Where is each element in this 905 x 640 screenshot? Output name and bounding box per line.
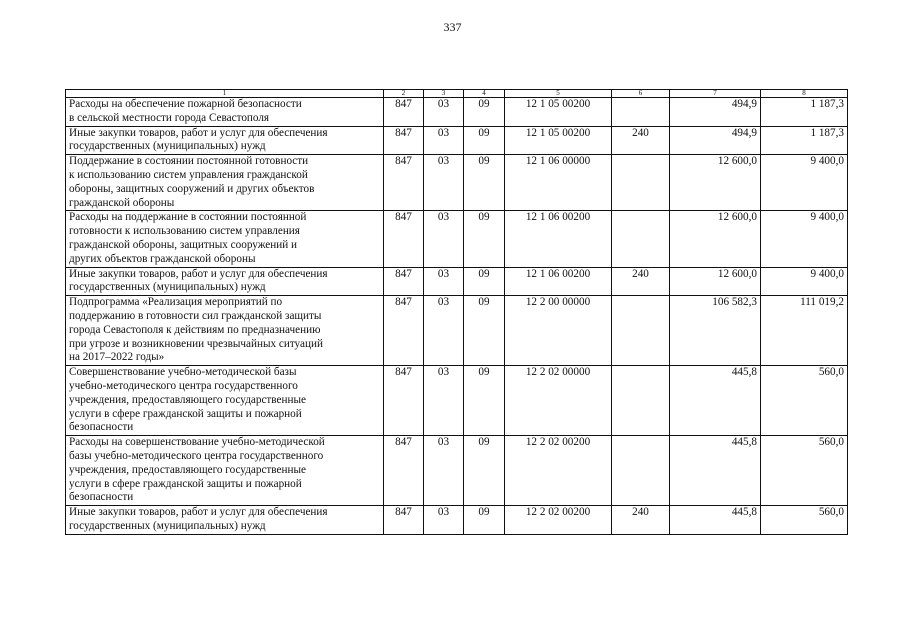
expense-type-code (612, 296, 670, 366)
column-number: 3 (424, 90, 464, 98)
section-code: 03 (424, 155, 464, 211)
target-article-code: 12 2 02 00200 (505, 436, 612, 506)
expense-type-code (612, 98, 670, 127)
expense-name (66, 366, 384, 436)
column-number-row (66, 90, 848, 98)
amount-year-2: 9 400,0 (761, 267, 848, 296)
expense-name-line: Поддержание в состоянии постоянной готовности (69, 155, 309, 168)
expense-name (66, 267, 384, 296)
expense-name (66, 296, 384, 366)
budget-table (65, 89, 848, 535)
expense-name-line: при угрозе и возникновении чрезвычайных ситуаций (69, 337, 323, 350)
expense-name-line: обороны, защитных сооружений и других объектов (69, 182, 315, 195)
column-number: 1 (66, 90, 384, 98)
section-code: 03 (424, 211, 464, 267)
amount-year-1: 12 600,0 (670, 155, 761, 211)
section-code: 03 (424, 506, 464, 535)
amount-year-1: 445,8 (670, 506, 761, 535)
target-article-code: 12 1 06 00200 (505, 211, 612, 267)
ministry-code: 847 (384, 126, 424, 155)
expense-name-line: базы учебно-методического центра государственного (69, 449, 324, 462)
amount-year-2: 560,0 (761, 366, 848, 436)
expense-name-line: Совершенствование учебно-методической базы (69, 366, 297, 379)
target-article-code: 12 1 05 00200 (505, 98, 612, 127)
expense-name-line: государственных (муниципальных) нужд (69, 519, 266, 532)
table-row (66, 211, 848, 267)
expense-name-line: Расходы на обеспечение пожарной безопасности (69, 98, 302, 110)
target-article-code: 12 1 05 00200 (505, 126, 612, 155)
expense-type-code (612, 366, 670, 436)
table-row (66, 126, 848, 155)
expense-name-line: учебно-методического центра государственного (69, 379, 298, 392)
ministry-code: 847 (384, 98, 424, 127)
expense-name (66, 211, 384, 267)
amount-year-1: 106 582,3 (670, 296, 761, 366)
amount-year-1: 494,9 (670, 98, 761, 127)
amount-year-1: 445,8 (670, 436, 761, 506)
target-article-code: 12 2 02 00200 (505, 506, 612, 535)
expense-name-line: к использованию систем управления гражданской (69, 168, 308, 181)
expense-name-line: Иные закупки товаров, работ и услуг для обеспечения (69, 126, 328, 139)
table-row (66, 296, 848, 366)
ministry-code: 847 (384, 366, 424, 436)
amount-year-2: 560,0 (761, 436, 848, 506)
section-code: 03 (424, 366, 464, 436)
expense-type-code (612, 436, 670, 506)
amount-year-1: 445,8 (670, 366, 761, 436)
subsection-code: 09 (464, 98, 505, 127)
expense-name-line: гражданской обороны (69, 196, 175, 209)
expense-name-line: Расходы на совершенствование учебно-методической (69, 436, 325, 449)
ministry-code: 847 (384, 211, 424, 267)
expense-name (66, 436, 384, 506)
expense-name-line: Иные закупки товаров, работ и услуг для обеспечения (69, 267, 328, 280)
expense-name-line: государственных (муниципальных) нужд (69, 281, 266, 294)
subsection-code: 09 (464, 436, 505, 506)
expense-name-line: города Севастополя к действиям по предназначению (69, 323, 321, 336)
column-number: 8 (761, 90, 848, 98)
table-row (66, 436, 848, 506)
expense-name (66, 155, 384, 211)
amount-year-2: 9 400,0 (761, 155, 848, 211)
amount-year-2: 9 400,0 (761, 211, 848, 267)
section-code: 03 (424, 126, 464, 155)
amount-year-2: 560,0 (761, 506, 848, 535)
subsection-code: 09 (464, 506, 505, 535)
subsection-code: 09 (464, 155, 505, 211)
expense-name-line: безопасности (69, 421, 134, 434)
expense-name-line: Расходы на поддержание в состоянии постоянной (69, 211, 307, 224)
expense-name (66, 98, 384, 127)
table-row (66, 155, 848, 211)
expense-name (66, 506, 384, 535)
target-article-code: 12 2 00 00000 (505, 296, 612, 366)
amount-year-2: 1 187,3 (761, 126, 848, 155)
expense-name-line: гражданской обороны, защитных сооружений и (69, 238, 298, 251)
amount-year-2: 1 187,3 (761, 98, 848, 127)
table-row (66, 366, 848, 436)
expense-name-line: безопасности (69, 491, 134, 504)
expense-name-line: услуги в сфере гражданской защиты и пожарной (69, 407, 302, 420)
subsection-code: 09 (464, 126, 505, 155)
target-article-code: 12 2 02 00000 (505, 366, 612, 436)
expense-name-line: Иные закупки товаров, работ и услуг для обеспечения (69, 506, 328, 519)
expense-type-code: 240 (612, 506, 670, 535)
expense-name-line: готовности к использованию систем управления (69, 225, 300, 238)
column-number: 7 (670, 90, 761, 98)
expense-name-line: услуги в сфере гражданской защиты и пожарной (69, 477, 302, 490)
section-code: 03 (424, 436, 464, 506)
column-number: 6 (612, 90, 670, 98)
column-number: 5 (505, 90, 612, 98)
expense-name-line: Подпрограмма «Реализация мероприятий по (69, 296, 283, 309)
subsection-code: 09 (464, 366, 505, 436)
ministry-code: 847 (384, 155, 424, 211)
amount-year-2: 111 019,2 (761, 296, 848, 366)
subsection-code: 09 (464, 267, 505, 296)
column-number: 4 (464, 90, 505, 98)
section-code: 03 (424, 98, 464, 127)
table-row (66, 506, 848, 535)
expense-name-line: других объектов гражданской обороны (69, 252, 256, 265)
expense-name-line: государственных (муниципальных) нужд (69, 140, 266, 153)
ministry-code: 847 (384, 436, 424, 506)
section-code: 03 (424, 296, 464, 366)
table-row (66, 98, 848, 127)
expense-name-line: учреждения, предоставляющего государственные (69, 463, 306, 476)
subsection-code: 09 (464, 296, 505, 366)
ministry-code: 847 (384, 506, 424, 535)
amount-year-1: 12 600,0 (670, 211, 761, 267)
expense-name-line: в сельской местности города Севастополя (69, 111, 270, 124)
ministry-code: 847 (384, 267, 424, 296)
expense-name-line: на 2017–2022 годы» (69, 351, 165, 364)
expense-name (66, 126, 384, 155)
expense-type-code (612, 155, 670, 211)
section-code: 03 (424, 267, 464, 296)
target-article-code: 12 1 06 00200 (505, 267, 612, 296)
amount-year-1: 12 600,0 (670, 267, 761, 296)
column-number: 2 (384, 90, 424, 98)
expense-type-code: 240 (612, 267, 670, 296)
expense-type-code: 240 (612, 126, 670, 155)
subsection-code: 09 (464, 211, 505, 267)
expense-name-line: поддержанию в готовности сил гражданской защиты (69, 309, 322, 322)
target-article-code: 12 1 06 00000 (505, 155, 612, 211)
table-row (66, 267, 848, 296)
ministry-code: 847 (384, 296, 424, 366)
expense-name-line: учреждения, предоставляющего государственные (69, 393, 306, 406)
page-number: 337 (443, 20, 462, 34)
expense-type-code (612, 211, 670, 267)
amount-year-1: 494,9 (670, 126, 761, 155)
